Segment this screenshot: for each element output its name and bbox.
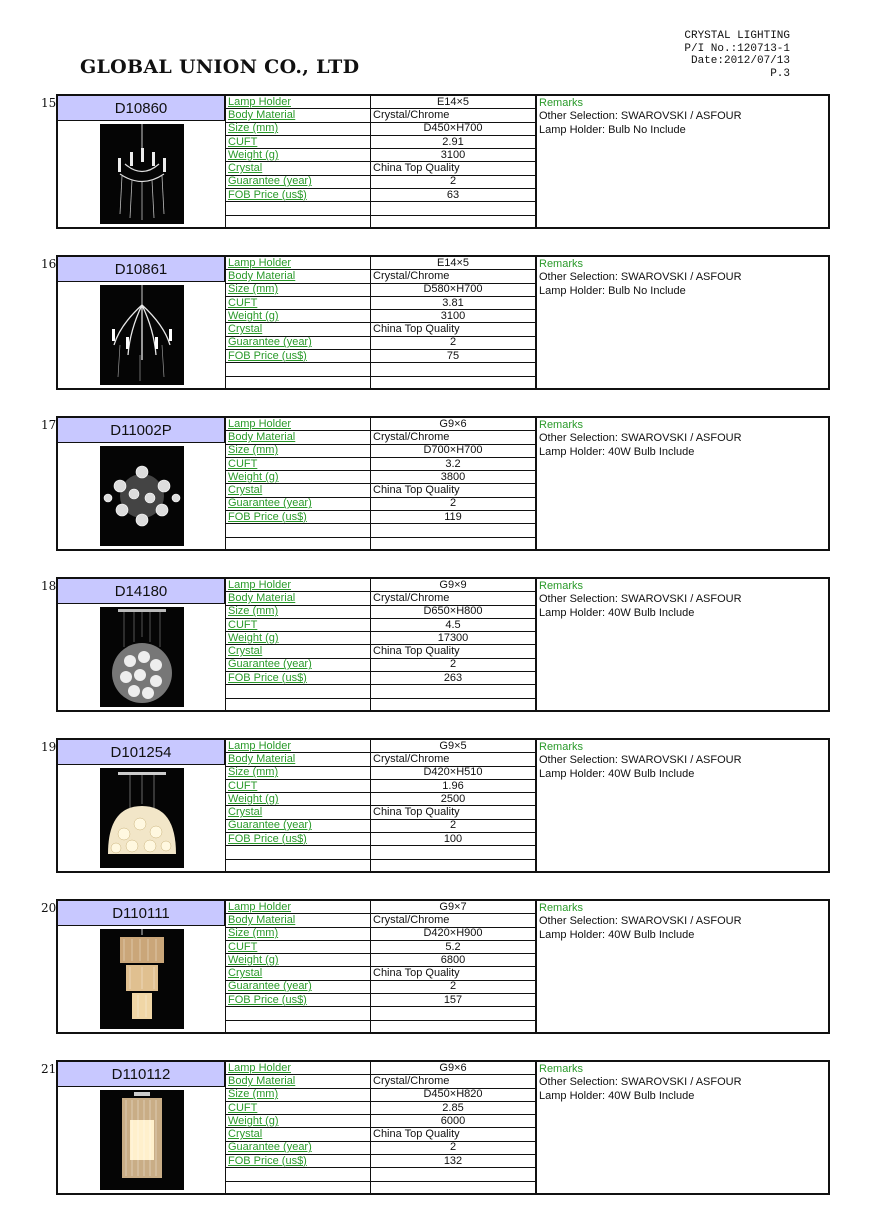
remarks-cell: [536, 257, 828, 388]
spec-table: [225, 96, 536, 229]
value-fob-price: 75: [371, 350, 536, 363]
label-weight: Weight (g): [226, 1115, 371, 1128]
page-number: P.3: [770, 67, 790, 80]
label-size: Size (mm): [226, 122, 371, 135]
lamp-holder-note: Lamp Holder: Bulb No Include: [539, 123, 686, 136]
value-crystal: China Top Quality: [371, 323, 536, 336]
empty-cell: [226, 1007, 371, 1020]
empty-cell: [226, 537, 371, 550]
value-weight: 6000: [371, 1115, 536, 1128]
value-guarantee: 2: [371, 980, 536, 993]
remarks-heading: Remarks: [539, 902, 584, 914]
value-cuft: 2.91: [371, 135, 536, 148]
product-block-D10860: [41, 94, 830, 229]
lamp-holder-note: Lamp Holder: 40W Bulb Include: [539, 767, 695, 780]
empty-cell: [226, 698, 371, 711]
label-crystal: Crystal: [226, 1128, 371, 1141]
product-block-D14180: [41, 577, 830, 712]
label-crystal: Crystal: [226, 484, 371, 497]
sputnik-chandelier-icon: [100, 446, 184, 546]
value-weight: 3100: [371, 310, 536, 323]
empty-cell: [371, 1007, 536, 1020]
value-weight: 17300: [371, 632, 536, 645]
remarks-cell: [536, 96, 828, 227]
value-lamp-holder: E14×5: [371, 257, 536, 270]
spec-table: [225, 1062, 536, 1195]
other-selection: Other Selection: SWAROVSKI / ASFOUR: [539, 110, 742, 123]
value-guarantee: 2: [371, 658, 536, 671]
label-size: Size (mm): [226, 766, 371, 779]
document-header: [684, 30, 790, 80]
product-code: D10861: [58, 257, 225, 282]
label-size: Size (mm): [226, 444, 371, 457]
product-photo: [100, 1090, 184, 1190]
remarks-heading: Remarks: [539, 258, 584, 270]
lamp-holder-note: Lamp Holder: 40W Bulb Include: [539, 928, 695, 941]
other-selection: Other Selection: SWAROVSKI / ASFOUR: [539, 593, 742, 606]
label-body-material: Body Material: [226, 753, 371, 766]
empty-cell: [226, 685, 371, 698]
product-code: D10860: [58, 96, 225, 121]
lamp-holder-note: Lamp Holder: Bulb No Include: [539, 284, 686, 297]
label-guarantee: Guarantee (year): [226, 175, 371, 188]
label-fob-price: FOB Price (us$): [226, 994, 371, 1007]
label-weight: Weight (g): [226, 954, 371, 967]
value-weight: 3800: [371, 471, 536, 484]
product-photo: [100, 124, 184, 224]
value-crystal: China Top Quality: [371, 806, 536, 819]
label-fob-price: FOB Price (us$): [226, 189, 371, 202]
label-fob-price: FOB Price (us$): [226, 672, 371, 685]
value-cuft: 3.81: [371, 296, 536, 309]
value-weight: 3100: [371, 149, 536, 162]
empty-cell: [226, 363, 371, 376]
label-crystal: Crystal: [226, 323, 371, 336]
label-guarantee: Guarantee (year): [226, 497, 371, 510]
label-fob-price: FOB Price (us$): [226, 511, 371, 524]
product-block-D101254: [41, 738, 830, 873]
label-crystal: Crystal: [226, 645, 371, 658]
item-number: 18: [41, 579, 57, 593]
cylinder-chandelier-icon: [100, 1090, 184, 1190]
value-guarantee: 2: [371, 175, 536, 188]
value-size: D700×H700: [371, 444, 536, 457]
other-selection: Other Selection: SWAROVSKI / ASFOUR: [539, 915, 742, 928]
label-body-material: Body Material: [226, 431, 371, 444]
value-body-material: Crystal/Chrome: [371, 753, 536, 766]
label-crystal: Crystal: [226, 967, 371, 980]
value-size: D450×H700: [371, 122, 536, 135]
value-body-material: Crystal/Chrome: [371, 109, 536, 122]
empty-cell: [226, 376, 371, 389]
value-size: D420×H900: [371, 927, 536, 940]
spec-table: [225, 257, 536, 390]
label-weight: Weight (g): [226, 310, 371, 323]
value-size: D420×H510: [371, 766, 536, 779]
label-cuft: CUFT: [226, 1101, 371, 1114]
pi-number: P/I No.:120713-1: [684, 42, 790, 55]
value-lamp-holder: G9×5: [371, 740, 536, 753]
value-crystal: China Top Quality: [371, 645, 536, 658]
item-number: 19: [41, 740, 57, 754]
label-fob-price: FOB Price (us$): [226, 350, 371, 363]
item-number: 17: [41, 418, 57, 432]
label-body-material: Body Material: [226, 109, 371, 122]
empty-cell: [371, 202, 536, 215]
label-size: Size (mm): [226, 605, 371, 618]
value-size: D450×H820: [371, 1088, 536, 1101]
item-number: 21: [41, 1062, 57, 1076]
empty-cell: [226, 859, 371, 872]
item-number: 16: [41, 257, 57, 271]
label-cuft: CUFT: [226, 940, 371, 953]
label-size: Size (mm): [226, 283, 371, 296]
value-cuft: 1.96: [371, 779, 536, 792]
value-crystal: China Top Quality: [371, 967, 536, 980]
remarks-cell: [536, 418, 828, 549]
product-photo: [100, 929, 184, 1029]
empty-cell: [226, 524, 371, 537]
value-lamp-holder: G9×7: [371, 901, 536, 914]
empty-cell: [226, 1020, 371, 1033]
value-fob-price: 100: [371, 833, 536, 846]
product-photo: [100, 607, 184, 707]
label-size: Size (mm): [226, 927, 371, 940]
value-fob-price: 63: [371, 189, 536, 202]
lamp-holder-note: Lamp Holder: 40W Bulb Include: [539, 606, 695, 619]
label-body-material: Body Material: [226, 270, 371, 283]
product-code: D11002P: [58, 418, 225, 443]
product-block-D11002P: [41, 416, 830, 551]
other-selection: Other Selection: SWAROVSKI / ASFOUR: [539, 432, 742, 445]
value-fob-price: 119: [371, 511, 536, 524]
empty-cell: [371, 1181, 536, 1194]
value-weight: 6800: [371, 954, 536, 967]
product-code: D14180: [58, 579, 225, 604]
label-body-material: Body Material: [226, 914, 371, 927]
label-crystal: Crystal: [226, 806, 371, 819]
remarks-cell: [536, 1062, 828, 1193]
remarks-cell: [536, 901, 828, 1032]
label-body-material: Body Material: [226, 592, 371, 605]
label-weight: Weight (g): [226, 149, 371, 162]
label-fob-price: FOB Price (us$): [226, 833, 371, 846]
value-guarantee: 2: [371, 1141, 536, 1154]
empty-cell: [371, 846, 536, 859]
label-fob-price: FOB Price (us$): [226, 1155, 371, 1168]
value-cuft: 2.85: [371, 1101, 536, 1114]
value-lamp-holder: E14×5: [371, 96, 536, 109]
label-lamp-holder: Lamp Holder: [226, 418, 371, 431]
lamp-holder-note: Lamp Holder: 40W Bulb Include: [539, 1089, 695, 1102]
label-weight: Weight (g): [226, 793, 371, 806]
item-number: 20: [41, 901, 57, 915]
spec-table: [225, 740, 536, 873]
value-guarantee: 2: [371, 336, 536, 349]
product-photo: [100, 285, 184, 385]
value-guarantee: 2: [371, 819, 536, 832]
empty-cell: [226, 1181, 371, 1194]
company-name: GLOBAL UNION CO., LTD: [80, 56, 360, 78]
empty-cell: [371, 376, 536, 389]
empty-cell: [226, 846, 371, 859]
label-guarantee: Guarantee (year): [226, 658, 371, 671]
empty-cell: [371, 1020, 536, 1033]
empty-cell: [371, 1168, 536, 1181]
empty-cell: [226, 215, 371, 228]
remarks-heading: Remarks: [539, 741, 584, 753]
value-cuft: 3.2: [371, 457, 536, 470]
label-cuft: CUFT: [226, 457, 371, 470]
empty-cell: [371, 698, 536, 711]
empty-cell: [371, 363, 536, 376]
empty-cell: [371, 859, 536, 872]
other-selection: Other Selection: SWAROVSKI / ASFOUR: [539, 271, 742, 284]
value-lamp-holder: G9×9: [371, 579, 536, 592]
value-crystal: China Top Quality: [371, 162, 536, 175]
label-lamp-holder: Lamp Holder: [226, 579, 371, 592]
empty-cell: [371, 524, 536, 537]
value-cuft: 5.2: [371, 940, 536, 953]
label-lamp-holder: Lamp Holder: [226, 96, 371, 109]
value-body-material: Crystal/Chrome: [371, 1075, 536, 1088]
spec-table: [225, 579, 536, 712]
lamp-holder-note: Lamp Holder: 40W Bulb Include: [539, 445, 695, 458]
empty-cell: [371, 685, 536, 698]
remarks-cell: [536, 740, 828, 871]
product-block-D110112: [41, 1060, 830, 1195]
remarks-cell: [536, 579, 828, 710]
value-weight: 2500: [371, 793, 536, 806]
product-photo: [100, 446, 184, 546]
value-body-material: Crystal/Chrome: [371, 592, 536, 605]
label-body-material: Body Material: [226, 1075, 371, 1088]
empty-cell: [371, 215, 536, 228]
label-lamp-holder: Lamp Holder: [226, 740, 371, 753]
value-body-material: Crystal/Chrome: [371, 431, 536, 444]
label-guarantee: Guarantee (year): [226, 980, 371, 993]
empty-cell: [371, 537, 536, 550]
product-block-D10861: [41, 255, 830, 390]
label-lamp-holder: Lamp Holder: [226, 901, 371, 914]
label-lamp-holder: Lamp Holder: [226, 1062, 371, 1075]
product-code: D110112: [58, 1062, 225, 1087]
tiered-chandelier-icon: [100, 929, 184, 1029]
label-cuft: CUFT: [226, 296, 371, 309]
label-guarantee: Guarantee (year): [226, 819, 371, 832]
spec-table: [225, 418, 536, 551]
label-guarantee: Guarantee (year): [226, 1141, 371, 1154]
value-lamp-holder: G9×6: [371, 418, 536, 431]
label-cuft: CUFT: [226, 779, 371, 792]
empty-cell: [226, 202, 371, 215]
label-weight: Weight (g): [226, 471, 371, 484]
label-size: Size (mm): [226, 1088, 371, 1101]
crystal-ball-chandelier-icon: [100, 607, 184, 707]
remarks-heading: Remarks: [539, 97, 584, 109]
spec-table: [225, 901, 536, 1034]
label-weight: Weight (g): [226, 632, 371, 645]
value-fob-price: 157: [371, 994, 536, 1007]
product-code: D110111: [58, 901, 225, 926]
remarks-heading: Remarks: [539, 419, 584, 431]
remarks-heading: Remarks: [539, 580, 584, 592]
label-crystal: Crystal: [226, 162, 371, 175]
other-selection: Other Selection: SWAROVSKI / ASFOUR: [539, 1076, 742, 1089]
empty-cell: [226, 1168, 371, 1181]
remarks-heading: Remarks: [539, 1063, 584, 1075]
value-size: D580×H700: [371, 283, 536, 296]
product-block-D110111: [41, 899, 830, 1034]
label-cuft: CUFT: [226, 135, 371, 148]
label-lamp-holder: Lamp Holder: [226, 257, 371, 270]
value-size: D650×H800: [371, 605, 536, 618]
dome-chandelier-icon: [100, 768, 184, 868]
value-fob-price: 263: [371, 672, 536, 685]
product-photo: [100, 768, 184, 868]
product-code: D101254: [58, 740, 225, 765]
branch-chandelier-icon: [100, 285, 184, 385]
value-crystal: China Top Quality: [371, 1128, 536, 1141]
value-body-material: Crystal/Chrome: [371, 914, 536, 927]
value-crystal: China Top Quality: [371, 484, 536, 497]
other-selection: Other Selection: SWAROVSKI / ASFOUR: [539, 754, 742, 767]
value-fob-price: 132: [371, 1155, 536, 1168]
label-cuft: CUFT: [226, 618, 371, 631]
value-lamp-holder: G9×6: [371, 1062, 536, 1075]
item-number: 15: [41, 96, 57, 110]
value-cuft: 4.5: [371, 618, 536, 631]
document-date: Date:2012/07/13: [690, 55, 790, 67]
category-label: CRYSTAL LIGHTING: [684, 30, 790, 42]
label-guarantee: Guarantee (year): [226, 336, 371, 349]
candle-chandelier-icon: [100, 124, 184, 224]
value-guarantee: 2: [371, 497, 536, 510]
value-body-material: Crystal/Chrome: [371, 270, 536, 283]
